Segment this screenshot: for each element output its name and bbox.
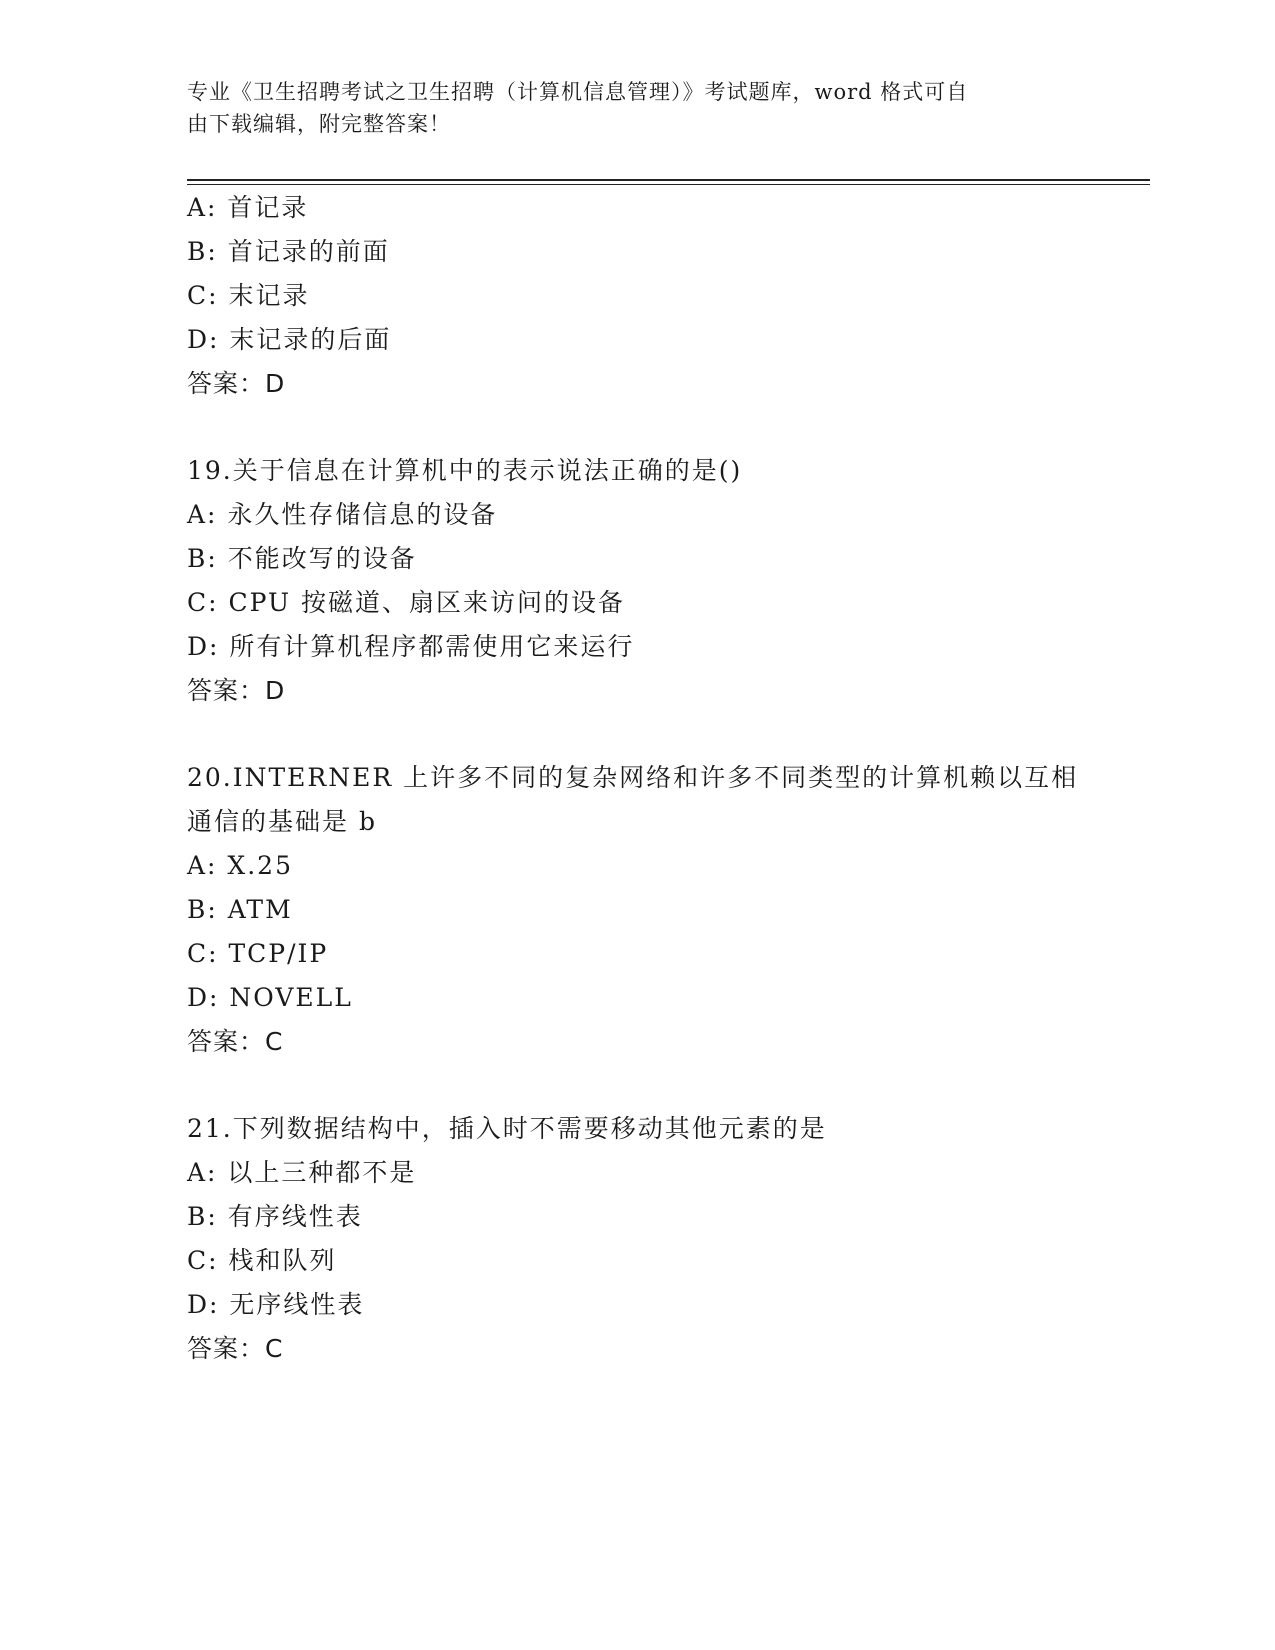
q19-option-d: D: 所有计算机程序都需使用它来运行 [187,632,635,661]
q19-question: 19.关于信息在计算机中的表示说法正确的是() [187,456,743,485]
q20-option-b: B: ATM [187,895,293,924]
q18-answer: 答案：D [187,369,286,398]
q20-option-c: C: TCP/IP [187,939,329,968]
q21-question: 21.下列数据结构中，插入时不需要移动其他元素的是 [187,1114,827,1143]
q18-option-a: A: 首记录 [187,193,309,222]
q21-option-d: D: 无序线性表 [187,1290,365,1319]
q18-option-c: C: 末记录 [187,281,310,310]
q20-question-line-2: 通信的基础是 b [187,807,377,836]
q19-option-c: C: CPU 按磁道、扇区来访问的设备 [187,588,626,617]
q21-option-a: A: 以上三种都不是 [187,1158,417,1187]
header-divider [187,179,1150,181]
q20-question-line-1: 20.INTERNER 上许多不同的复杂网络和许多不同类型的计算机赖以互相 [187,763,1079,792]
q21-option-b: B: 有序线性表 [187,1202,363,1231]
q19-option-a: A: 永久性存储信息的设备 [187,500,498,529]
q21-option-c: C: 栈和队列 [187,1246,337,1275]
header-divider-thin [187,184,1150,185]
q21-answer: 答案：C [187,1334,284,1363]
q19-answer: 答案：D [187,676,286,705]
q18-option-d: D: 末记录的后面 [187,325,392,354]
header-line-1: 专业《卫生招聘考试之卫生招聘（计算机信息管理）》考试题库，word 格式可自 [187,80,969,104]
q20-option-a: A: X.25 [187,851,293,880]
header-line-2: 由下载编辑，附完整答案！ [187,112,451,136]
q20-answer: 答案：C [187,1027,284,1056]
q20-option-d: D: NOVELL [187,983,353,1012]
q19-option-b: B: 不能改写的设备 [187,544,417,573]
document-header [187,76,1087,140]
q18-option-b: B: 首记录的前面 [187,237,390,266]
